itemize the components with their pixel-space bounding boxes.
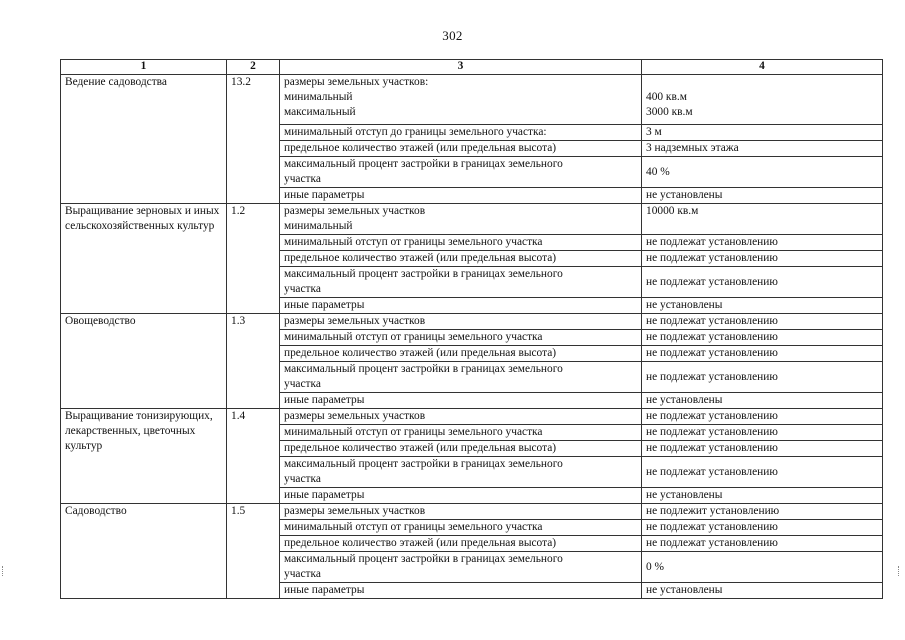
cell-line: размеры земельных участков [284,205,426,217]
parameter-cell [280,425,642,441]
value-cell [642,393,883,409]
value-cell [642,141,883,157]
cell-line: минимальный [284,220,353,232]
cell-line: не подлежат установлению [646,370,778,383]
cell-line: предельное количество этажей (или предельная высота) [284,142,557,154]
table-row [61,409,883,425]
table-row [61,75,883,125]
parameter-cell [280,314,642,330]
parameter-cell [280,520,642,536]
value-cell [642,235,883,251]
cell-line: не подлежат установлению [646,410,778,422]
value-cell [642,425,883,441]
cell-line: минимальный [284,91,353,103]
cell-line: не подлежат установлению [646,331,778,343]
parameter-cell [280,441,642,457]
cell-line: не подлежат установлению [646,252,778,264]
cell-line: максимальный процент застройки в границах земельного [284,158,563,170]
parameter-cell [280,583,642,599]
value-cell [642,504,883,520]
land-use-code: 1.2 [227,204,280,314]
cell-line: не установлены [646,584,723,596]
cell-line: иные параметры [284,189,365,201]
cell-line: размеры земельных участков [284,505,426,517]
parameter-cell [280,330,642,346]
cell-line: 3 м [646,126,662,138]
land-use-name: Выращивание зерновых и иных сельскохозяйственных культур [61,204,227,314]
table-row [61,314,883,330]
cell-line: минимальный отступ до границы земельного участка: [284,126,547,138]
cell-line [646,75,878,90]
value-cell [642,536,883,552]
value-cell [642,346,883,362]
value-cell [642,314,883,330]
cell-line: участка [284,568,321,580]
parameter-cell [280,393,642,409]
cell-line: иные параметры [284,489,365,501]
column-header: 2 [227,60,280,75]
value-cell [642,188,883,204]
value-cell [642,330,883,346]
cell-line: предельное количество этажей (или предельная высота) [284,442,557,454]
cell-line: не установлены [646,394,723,406]
cell-line: максимальный процент застройки в границах земельного [284,268,563,280]
cell-line: не установлены [646,189,723,201]
land-use-code: 1.4 [227,409,280,504]
cell-line: максимальный процент застройки в границах земельного [284,553,563,565]
parameter-cell [280,235,642,251]
cell-line: участка [284,173,321,185]
cell-line: не подлежат установлению [646,275,778,288]
parameter-cell [280,504,642,520]
cell-line: предельное количество этажей (или предельная высота) [284,347,557,359]
parameter-cell [280,536,642,552]
value-cell [642,125,883,141]
cell-line: максимальный процент застройки в границах земельного [284,363,563,375]
value-cell [642,75,883,125]
cell-line: размеры земельных участков [284,315,426,327]
cell-line: размеры земельных участков [284,410,426,422]
parameter-cell [280,346,642,362]
cell-line: 3 надземных этажа [646,142,739,154]
scan-edge-mark-left [2,566,6,576]
parameter-cell [280,75,642,125]
parameter-cell [280,362,642,393]
table-row [61,204,883,235]
land-use-parameters-table [60,59,883,599]
cell-line: участка [284,378,321,390]
land-use-name: Овощеводство [61,314,227,409]
parameter-cell [280,141,642,157]
cell-line: 400 кв.м [646,91,687,103]
column-header: 3 [280,60,642,75]
cell-line: не установлены [646,299,723,311]
parameter-cell [280,204,642,235]
cell-line: не установлены [646,489,723,501]
value-cell [642,362,883,393]
cell-line: участка [284,283,321,295]
cell-line: иные параметры [284,394,365,406]
cell-line: 0 % [646,560,665,573]
cell-line: не подлежат установлению [646,465,778,478]
land-use-code: 1.3 [227,314,280,409]
cell-line: участка [284,473,321,485]
scan-edge-mark-right [898,566,902,576]
value-cell [642,204,883,235]
value-cell [642,267,883,298]
parameter-cell [280,552,642,583]
parameter-cell [280,251,642,267]
value-cell [642,552,883,583]
cell-line: минимальный отступ от границы земельного участка [284,236,543,248]
land-use-code: 13.2 [227,75,280,204]
cell-line: иные параметры [284,584,365,596]
value-cell [642,457,883,488]
cell-line: не подлежат установлению [646,521,778,533]
cell-line: 3000 кв.м [646,106,693,118]
land-use-name: Выращивание тонизирующих, лекарственных, цветочных культур [61,409,227,504]
column-header: 1 [61,60,227,75]
parameter-cell [280,267,642,298]
cell-line: не подлежат установлению [646,537,778,549]
cell-line: предельное количество этажей (или предельная высота) [284,537,557,549]
parameter-cell [280,188,642,204]
cell-line: 10000 кв.м [646,205,699,217]
parameter-cell [280,298,642,314]
cell-line: не подлежат установлению [646,426,778,438]
land-use-name: Садоводство [61,504,227,599]
parameter-cell [280,409,642,425]
page-number: 302 [442,28,463,43]
value-cell [642,409,883,425]
value-cell [642,157,883,188]
cell-line: максимальный [284,106,356,118]
column-header: 4 [642,60,883,75]
value-cell [642,488,883,504]
table-header-row [61,60,883,75]
cell-line: 40 % [646,165,670,178]
cell-line: не подлежат установлению [646,236,778,248]
cell-line: не подлежат установлению [646,315,778,327]
land-use-code: 1.5 [227,504,280,599]
value-cell [642,520,883,536]
parameter-cell [280,125,642,141]
parameter-cell [280,157,642,188]
cell-line: иные параметры [284,299,365,311]
cell-line: предельное количество этажей (или предельная высота) [284,252,557,264]
cell-line: не подлежит установлению [646,505,780,517]
land-use-name: Ведение садоводства [61,75,227,204]
parameter-cell [280,457,642,488]
cell-line: минимальный отступ от границы земельного участка [284,331,543,343]
cell-line: не подлежат установлению [646,442,778,454]
value-cell [642,441,883,457]
value-cell [642,251,883,267]
table-row [61,504,883,520]
parameter-cell [280,488,642,504]
cell-line: минимальный отступ от границы земельного участка [284,521,543,533]
cell-line: минимальный отступ от границы земельного участка [284,426,543,438]
cell-line: максимальный процент застройки в границах земельного [284,458,563,470]
value-cell [642,583,883,599]
cell-line: размеры земельных участков: [284,76,429,88]
cell-line: не подлежат установлению [646,347,778,359]
value-cell [642,298,883,314]
